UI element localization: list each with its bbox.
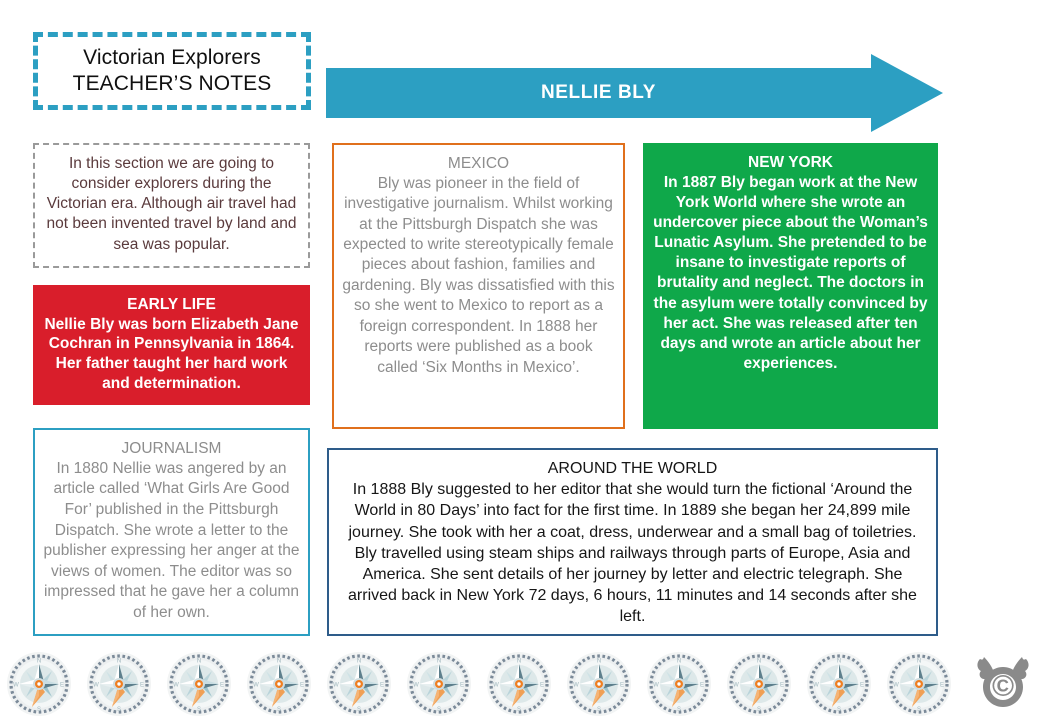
card-new-york [643, 143, 938, 429]
svg-text:E: E [299, 682, 305, 689]
svg-text:S: S [756, 707, 762, 713]
compass-rose-icon [246, 651, 312, 717]
svg-text:E: E [859, 682, 865, 689]
card-new-york-body: In 1887 Bly began work at the New York World where she wrote an undercover piece about the Woman’s Lunatic Asylum. She pretended to be insane to investigate reports of brutality and neglect. The doctors in the asylum were totally convinced by her act. She was released after ten days and wrote an article about her experiences. [653, 173, 928, 372]
svg-text:N: N [676, 658, 682, 665]
svg-text:W: W [93, 682, 99, 689]
svg-text:E: E [699, 682, 705, 689]
svg-text:©: © [991, 670, 1015, 703]
card-around-the-world-body: In 1888 Bly suggested to her editor that she would turn the fictional ‘Around the World in 80 Days’ into fact for the first time. In 1889 she began her 24,899 mile journey. She took with her a coat, dress, underwear and a small bag of toiletries. Bly travelled using steam ships and railways through parts of Europe, Asia and America. She sent details of her journey by letter and electric telegraph. She arrived back in New York 72 days, 6 hours, 11 minutes and 14 seconds after she left. [348, 481, 917, 625]
svg-text:S: S [196, 707, 202, 713]
compass-rose-icon [726, 651, 792, 717]
card-mexico-title: MEXICO [447, 155, 510, 172]
svg-text:N: N [516, 658, 522, 665]
card-journalism-body: In 1880 Nellie was angered by an article called ‘What Girls Are Good For’ published in the Pittsburgh Dispatch. She wrote a letter to the publisher expressing her anger at the views of women. The editor was so impressed that he gave her a column of her own. [43, 459, 300, 621]
svg-text:N: N [436, 658, 442, 665]
svg-text:E: E [459, 682, 465, 689]
svg-text:W: W [13, 682, 19, 689]
svg-text:W: W [413, 682, 419, 689]
card-around-the-world [327, 448, 938, 636]
svg-text:W: W [653, 682, 659, 689]
svg-text:N: N [756, 658, 762, 665]
svg-text:N: N [356, 658, 362, 665]
svg-text:S: S [596, 707, 602, 713]
card-journalism [33, 428, 310, 636]
svg-text:N: N [836, 658, 842, 665]
svg-text:W: W [813, 682, 819, 689]
svg-text:S: S [436, 707, 442, 713]
svg-text:N: N [596, 658, 602, 665]
svg-text:N: N [36, 658, 42, 665]
svg-text:S: S [836, 707, 842, 713]
compass-rose-icon [566, 651, 632, 717]
card-around-the-world-title: AROUND THE WORLD [547, 460, 718, 477]
title-line-1: Victorian Explorers [83, 46, 261, 70]
card-mexico-body: Bly was pioneer in the field of investigative journalism. Whilst working at the Pittsburgh Dispatch she was expected to write stereotypically female pieces about fashion, families and gardening. Bly was dissatisfied with this so she went to Mexico to report as a foreign correspondent. In 1888 her reports were published as a book called ‘Six Months in Mexico’. [342, 174, 615, 376]
compass-rose-icon [326, 651, 392, 717]
svg-text:N: N [916, 658, 922, 665]
intro-text: In this section we are going to consider explorers during the Victorian era. Although air travel had not been invented travel by land and sea was popular. [46, 155, 297, 253]
teacher-notes-title-box [33, 32, 311, 110]
svg-text:W: W [173, 682, 179, 689]
card-early-life [33, 285, 310, 405]
svg-text:E: E [779, 682, 785, 689]
svg-text:E: E [219, 682, 225, 689]
card-early-life-body: Nellie Bly was born Elizabeth Jane Cochran in Pennsylvania in 1864. Her father taught her hard work and determination. [44, 315, 299, 392]
svg-text:W: W [573, 682, 579, 689]
compass-rose-icon [86, 651, 152, 717]
svg-text:S: S [36, 707, 42, 713]
svg-text:E: E [939, 682, 945, 689]
svg-text:W: W [733, 682, 739, 689]
svg-text:S: S [116, 707, 122, 713]
compass-rose-icon [406, 651, 472, 717]
card-new-york-title: NEW YORK [748, 154, 833, 171]
svg-text:W: W [493, 682, 499, 689]
card-mexico [332, 143, 625, 429]
svg-text:E: E [539, 682, 545, 689]
compass-rose-icon [886, 651, 952, 717]
svg-text:S: S [276, 707, 282, 713]
svg-text:N: N [196, 658, 202, 665]
svg-text:W: W [893, 682, 899, 689]
footer-compass-strip [0, 648, 1015, 720]
svg-text:S: S [356, 707, 362, 713]
svg-text:E: E [379, 682, 385, 689]
card-journalism-title: JOURNALISM [121, 440, 222, 457]
card-early-life-title: EARLY LIFE [127, 296, 216, 313]
svg-text:N: N [116, 658, 122, 665]
compass-rose-icon [486, 651, 552, 717]
compass-rose-icon [646, 651, 712, 717]
nellie-bly-arrow-banner [326, 54, 943, 132]
intro-box [33, 143, 310, 268]
svg-text:W: W [333, 682, 339, 689]
compass-rose-icon [806, 651, 872, 717]
svg-text:E: E [619, 682, 625, 689]
svg-text:E: E [59, 682, 65, 689]
svg-text:E: E [139, 682, 145, 689]
svg-text:W: W [253, 682, 259, 689]
title-line-2: TEACHER’S NOTES [72, 72, 272, 95]
svg-text:S: S [676, 707, 682, 713]
svg-text:N: N [276, 658, 282, 665]
svg-text:S: S [916, 707, 922, 713]
copyright-moose-logo [968, 653, 1038, 715]
svg-text:S: S [516, 707, 522, 713]
banner-title: NELLIE BLY [540, 82, 657, 103]
compass-rose-icon [166, 651, 232, 717]
compass-rose-icon [6, 651, 72, 717]
